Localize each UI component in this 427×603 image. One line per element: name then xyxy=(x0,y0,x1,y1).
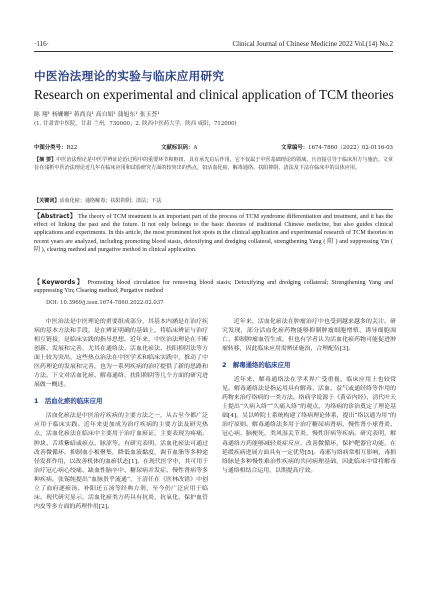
keywords-chinese xyxy=(34,197,393,204)
abstract-text-zh: 中医治法理论是中医学辨证论治过程中的重要环节和枢纽，具有承先启后作用，它不仅属于中医基础理论的领域，且直接引导于临床用方与施治。文章旨在浅析中医治法理论近几年在临床应用和试验研究方面的较突出的热点，如活血化瘀、解毒通络、扶阳抑阴、清法及下法在临床中的具体应用。 xyxy=(34,157,393,172)
header-rule xyxy=(34,51,393,52)
section-2-paragraph: 近年来，解毒通络法在学术界广受重视，临床应用上也较常见。解毒通络法是指运用具有解毒、活血、益气或通经络等作用的药物来治疗络病的一类方法。络病学说源于《黄帝内经》，清代叶天士提出“久病入络”“久痛入络”的观点，为络病的诊治奠定了理论基础[4]。吴以岭院士系统构建了络病理论体系，提出“络以通为用”的治疗原则。解毒通络法多用于治疗糖尿病肾病、慢性肾小球肾炎、冠心病、脑梗死、类风湿关节炎、慢性肝病等疾病。研究表明，解毒通络方药能够减轻炎症反应，改善微循环，保护靶器官功能，在延缓疾病进展方面具有一定优势[5]。毒邪与络病常相互影响，毒损络脉是多种慢性难治性疾病的共同病理基础，因此临床中常将解毒与通络相结合运用，以期提高疗效。 xyxy=(222,377,396,474)
keywords-label-zh: 【关键词】 xyxy=(34,198,60,204)
keywords-english xyxy=(34,279,393,295)
abstract-text-en: The theory of TCM treatment is an important part of the process of TCM syndrome differentiation and treatment, and it has the effect of linking the past and the future. It not only belongs to the basic theories of traditional Chinese medicine, but also guides clinical applications and experiments. In this article, the most prominent hot spots in the clinical application and experimental research of TCM theories in recent years are analyzed, including promoting blood stasis, detoxifying and dredging collateral, strengthening Yang ( 阳 ) and suppressing Yin ( 阴 ), clearing method and purgative method in clinical application. xyxy=(34,214,393,253)
doi: DOI: 10.3969/j.issn.1674-7860.2022.02.037 xyxy=(46,300,164,306)
title-english: Research on experimental and clinical application of TCM theories xyxy=(34,87,394,102)
keywords-label-en: 【Keywords】 xyxy=(34,279,85,286)
abstract-english xyxy=(34,213,393,254)
title-chinese: 中医治法理论的实验与临床应用研究 xyxy=(34,69,225,83)
abstract-divider xyxy=(34,209,393,210)
document-code: 文献标识码：A xyxy=(161,145,198,151)
abstract-label-en: 【Abstract】 xyxy=(34,213,77,220)
page-number: ·116· xyxy=(34,40,49,48)
body-column-left xyxy=(34,318,208,512)
running-header xyxy=(34,40,393,48)
section-heading-1: 1 活血化瘀的临床应用 xyxy=(34,397,103,406)
abstract-chinese xyxy=(34,156,393,173)
keywords-text-zh: 活血化瘀；通络解毒；扶阳抑阴；清法；下法 xyxy=(59,198,162,204)
article-metadata xyxy=(34,143,393,151)
body-column-right xyxy=(222,318,396,476)
clc-number: 中图分类号：R22 xyxy=(34,145,78,151)
abstract-label-zh: 【摘 要】 xyxy=(34,157,57,163)
section-1-paragraph: 活血化瘀法是中医治疗疾病的主要方法之一，从古至今都广泛应用于临床实践。近年来更加成为治疗疾病的主要方法及研究热点，活血化瘀法在临床中主要用于治疗血瘀证，主要表现为疼痛、肿块、舌质紫暗或瘀点、脉涩等。有研究表明，活血化瘀法可通过改善微循环，抑制血小板聚集，降低血液黏度，调节血脂等多种途径发挥作用，以改善机体的血瘀状态[1]。在现代医学中，其可用于治疗冠心病心绞痛、缺血性脑卒中、糖尿病并发症、慢性肾病等多种疾病。张锡纯提出“血脉贵乎流通”，王清任在《医林改错》中创立了血府逐瘀汤、补阳还五汤等经典方剂，至今仍广泛应用于临床。现代研究显示，活血化瘀类方药具有抗炎、抗氧化、保护血管内皮等多方面的药理作用[2]。 xyxy=(34,413,208,510)
intro-paragraph: 中医治法是中医理论的重要组成部分，其基本内涵是在治疗疾病的基本方法和手段，是在辨证明确的基础上，将临床辨证与治疗相互链接，是临床实践的指导思想。近年来，中医治法理论在不断创新、发展和完善，尤其在通络法、活血化瘀法、扶阳抑阴法等方面上较为突出，这些热点治法在中医学术和临床实践中，推动了中医药理论的发展和完善，也为一系列疾病的治疗提供了新的思路和方法。下文对活血化瘀、解毒通络、扶阳抑阴等几个方面的研究进展做一概述。 xyxy=(34,319,208,389)
article-number: 文章编号：1674-7860（2022）02-0116-03 xyxy=(281,145,393,151)
affiliation: (1. 甘肃省中医院，甘肃 兰州，730000；2. 陕西中医药大学，陕西 咸阳，712000) xyxy=(34,121,237,127)
section-1-paragraph-continued: 近年来，活血化瘀法在肿瘤治疗中也受到越来越多的关注。研究发现，部分活血化瘀药物能够抑制肿瘤细胞增殖、诱导细胞凋亡、抑制肿瘤血管生成，但也有学者认为活血化瘀药物可能促进肿瘤转移，因此临床应用需辨证施治，合理配伍[3]。 xyxy=(222,319,396,353)
keywords-text-en: Promoting blood circulation for removing blood stasis; Detoxifying and dredging collateral; Strengthening Yang and suppressing Yin; Clearing method; Purgative method xyxy=(34,280,393,295)
author-list: 陈 翔¹ 杨姗姗² 蒋尚良¹ 高自娟¹ 蒲旭东¹ 张玉荟¹ xyxy=(34,112,160,118)
section-heading-2: 2 解毒通络的临床应用 xyxy=(222,361,291,370)
journal-citation: Clinical Journal of Chinese Medicine 2022 Vol.(14) No.2 xyxy=(232,40,393,48)
